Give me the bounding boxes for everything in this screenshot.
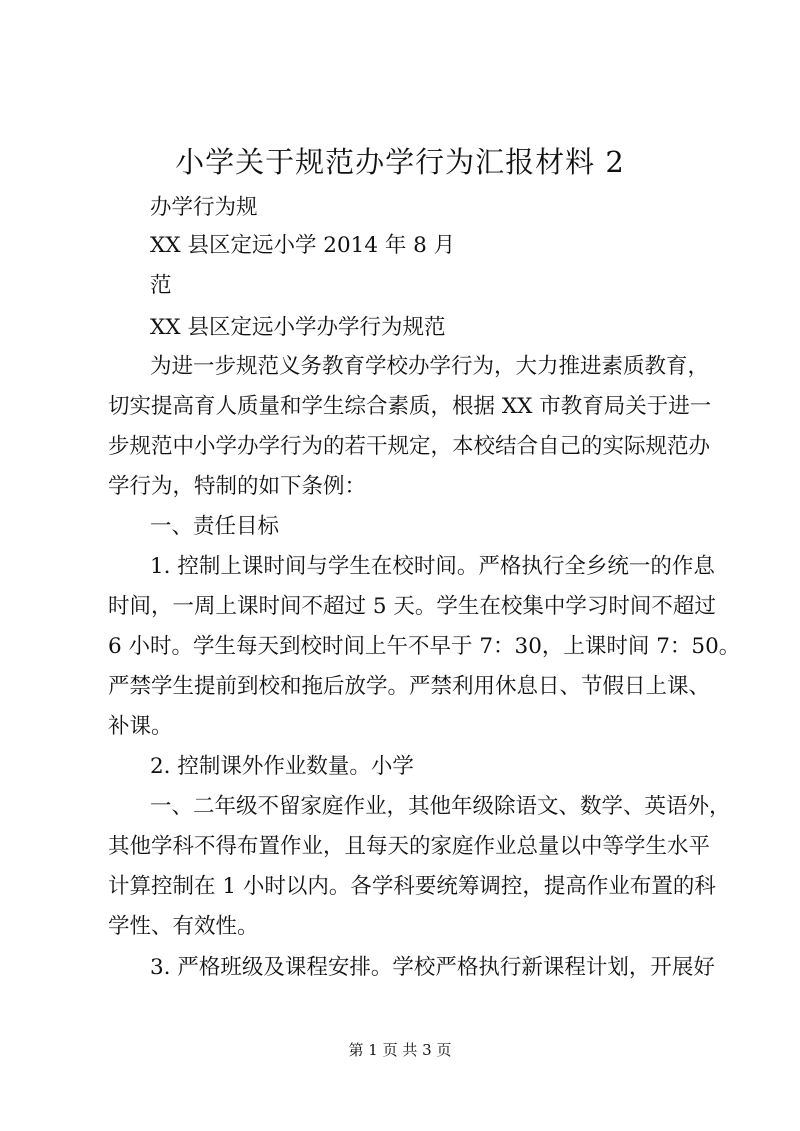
body-line: 6 小时。学生每天到校时间上午不早于 7：30，上课时间 7：50。	[108, 634, 741, 659]
body-line: 步规范中小学办学行为的若干规定，本校结合自己的实际规范办	[108, 434, 711, 459]
body-line: 2. 控制课外作业数量。小学	[150, 754, 414, 779]
body-line: 办学行为规	[150, 195, 258, 220]
document-title: 小学关于规范办学行为汇报材料 2	[175, 145, 625, 179]
body-line: 切实提高育人质量和学生综合素质，根据 XX 市教育局关于进一	[108, 394, 712, 419]
body-line: 3. 严格班级及课程安排。学校严格执行新课程计划，开展好	[150, 955, 715, 980]
body-line: 时间，一周上课时间不超过 5 天。学生在校集中学习时间不超过	[108, 594, 716, 619]
body-line: 1. 控制上课时间与学生在校时间。严格执行全乡统一的作息	[150, 554, 715, 579]
body-line: 范	[150, 273, 172, 298]
body-line: 为进一步规范义务教育学校办学行为，大力推进素质教育，	[150, 354, 710, 379]
body-line: 学性、有效性。	[108, 914, 259, 939]
body-line: 其他学科不得布置作业，且每天的家庭作业总量以中等学生水平	[108, 834, 711, 859]
body-line: 补课。	[108, 714, 173, 739]
body-line: 学行为，特制的如下条例：	[108, 474, 367, 499]
body-line: XX 县区定远小学 2014 年 8 月	[150, 233, 456, 258]
page-footer: 第 1 页 共 3 页	[348, 1041, 452, 1059]
body-line: 严禁学生提前到校和拖后放学。严禁利用休息日、节假日上课、	[108, 674, 711, 699]
body-line: 计算控制在 1 小时以内。各学科要统筹调控，提高作业布置的科	[108, 874, 716, 899]
section-heading: 一、责任目标	[150, 514, 280, 539]
body-line: XX 县区定远小学办学行为规范	[150, 315, 446, 340]
body-line: 一、二年级不留家庭作业，其他年级除语文、数学、英语外，	[150, 794, 731, 819]
